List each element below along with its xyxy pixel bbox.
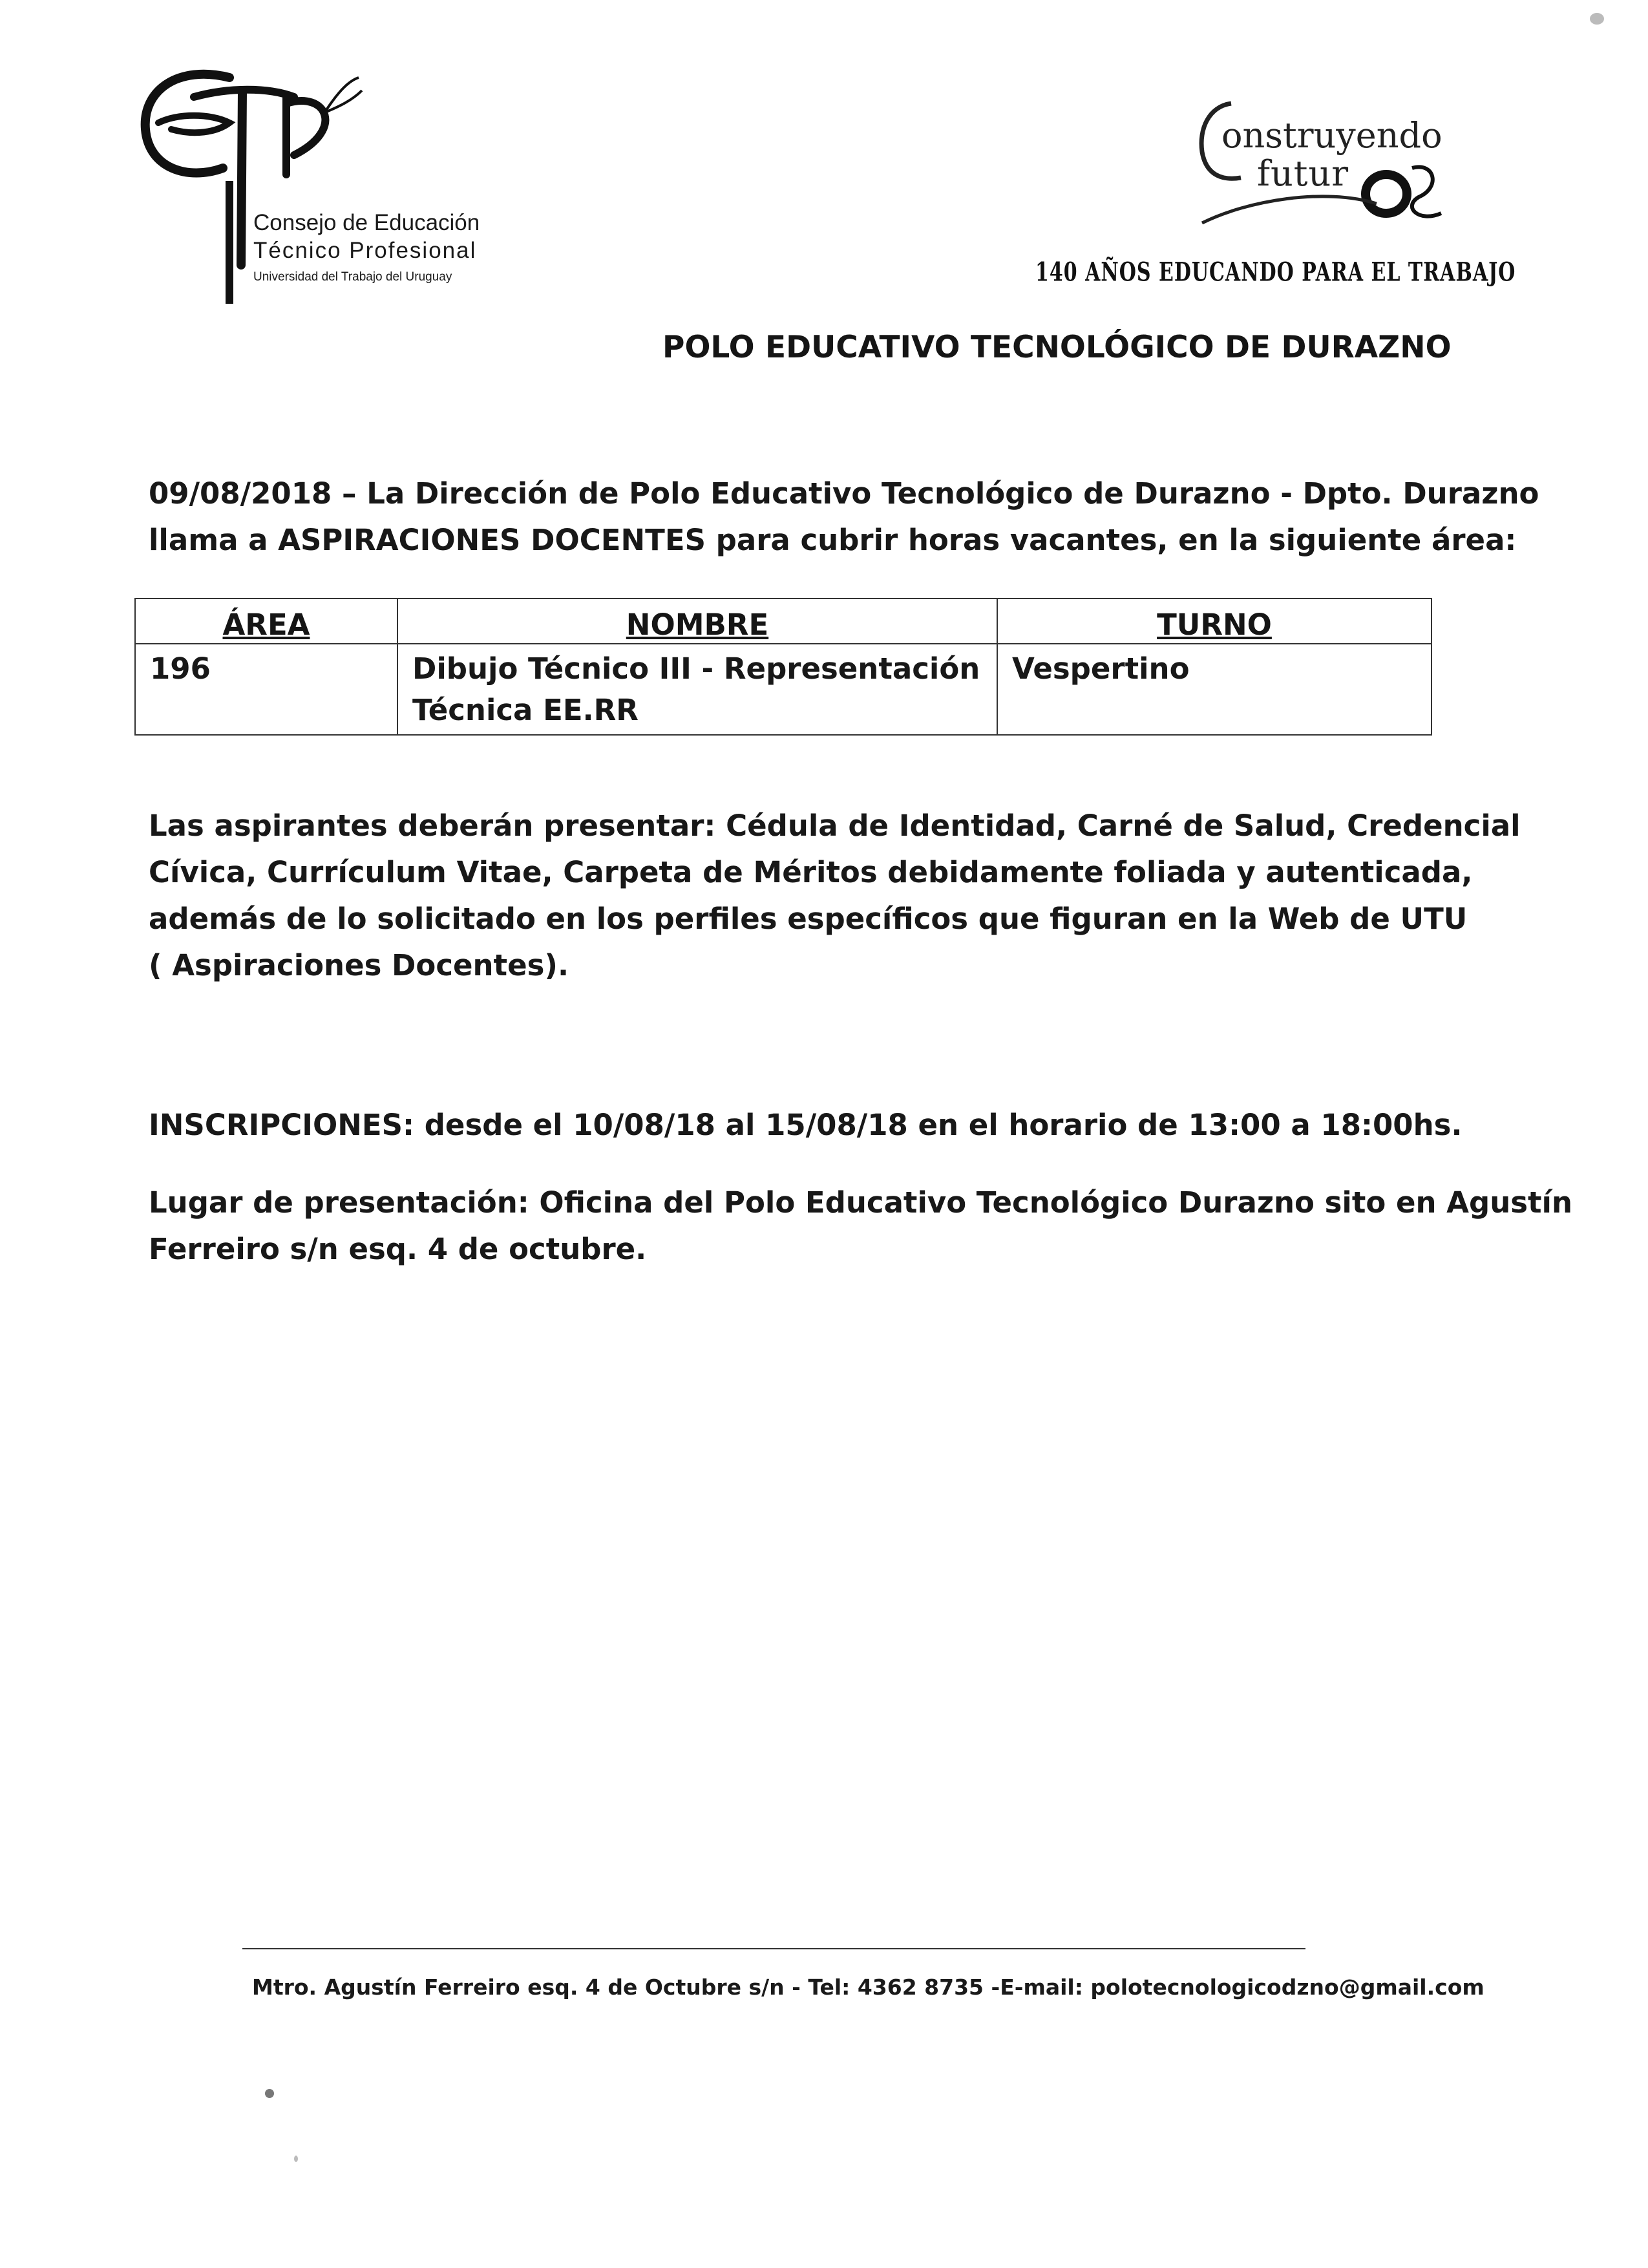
requirements-paragraph (149, 803, 1521, 989)
scan-speck (1590, 13, 1604, 25)
cell-nombre-line: Dibujo Técnico III - Representación (412, 652, 980, 686)
requirements-line: Las aspirantes deberán presentar: Cédula de Identidad, Carné de Salud, Credencial (149, 809, 1521, 843)
table-header-row (135, 599, 1431, 644)
page-title: POLO EDUCATIVO TECNOLÓGICO DE DURAZNO (662, 330, 1452, 365)
cell-area: 196 (135, 644, 397, 735)
requirements-line: Cívica, Currículum Vitae, Carpeta de Méritos debidamente foliada y autenticada, (149, 855, 1473, 889)
institution-line-3: Universidad del Trabajo del Uruguay (253, 270, 452, 284)
cetp-logo (132, 52, 365, 304)
scan-speck (294, 2156, 298, 2162)
footer-contact: Mtro. Agustín Ferreiro esq. 4 de Octubre s/n - Tel: 4362 8735 -E-mail: polotecnologicodzno@gmail.com (252, 1975, 1484, 2000)
cell-nombre-line: Técnica EE.RR (412, 693, 639, 727)
registration-dates: INSCRIPCIONES: desde el 10/08/18 al 15/08/18 en el horario de 13:00 a 18:00hs. (149, 1108, 1463, 1142)
footer-divider (242, 1948, 1305, 1949)
cell-turno: Vespertino (997, 644, 1431, 735)
intro-line: llama a ASPIRACIONES DOCENTES para cubrir horas vacantes, en la siguiente área: (149, 523, 1517, 557)
slogan-line-1: onstruyendo (1221, 115, 1442, 156)
intro-paragraph (149, 471, 1539, 564)
header-turno: TURNO (997, 599, 1431, 644)
requirements-line: además de lo solicitado en los perfiles específicos que figuran en la Web de UTU (149, 902, 1468, 936)
table-row (135, 644, 1431, 735)
scan-speck (265, 2089, 274, 2098)
institution-line-2: Técnico Profesional (253, 238, 477, 263)
slogan-line-2: futur (1257, 153, 1349, 194)
location-line: Ferreiro s/n esq. 4 de octubre. (149, 1232, 647, 1266)
header-area: ÁREA (135, 599, 397, 644)
intro-line: 09/08/2018 – La Dirección de Polo Educativo Tecnológico de Durazno - Dpto. Durazno (149, 476, 1539, 511)
vacancy-table (134, 598, 1432, 736)
location-line: Lugar de presentación: Oficina del Polo Educativo Tecnológico Durazno sito en Agustín (149, 1185, 1573, 1220)
requirements-line: ( Aspiraciones Docentes). (149, 948, 569, 982)
cell-nombre (397, 644, 997, 735)
institution-line-1: Consejo de Educación (253, 210, 480, 235)
submission-location (149, 1180, 1572, 1273)
anniversary-tagline: 140 AÑOS EDUCANDO PARA EL TRABAJO (1035, 257, 1516, 288)
header-nombre: NOMBRE (397, 599, 997, 644)
